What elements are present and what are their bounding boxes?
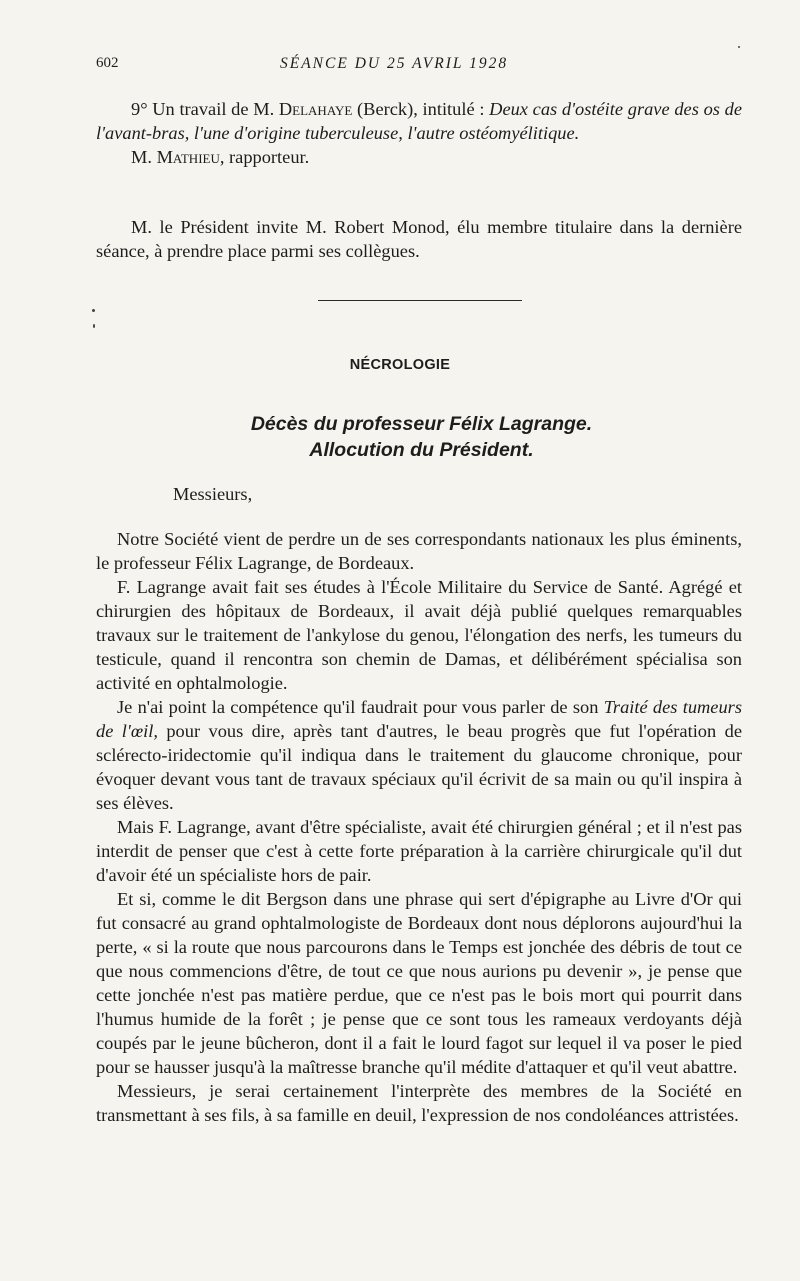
paragraph-5: Et si, comme le dit Bergson dans une phrase qui sert d'épigraphe au Livre d'Or qui fut consacré au grand ophtalmologiste de Bordeaux dont nous déplorons aujourd'hui la perte, « si la route que nous parcourons dans le Temps est jonchée des débris de tout ce que nous commencions d'être, de tout ce que nous aurions pu devenir », je pense que cette jonchée n'est pas matière perdue, que ce n'est pas le bois mort qui pourrit dans l'humus humide de la forêt ; je pense que ce sont tous les rameaux verdoyants déjà coupés par le jeune bûcheron, dont il a fait le lourd fagot sur lequel il va poser le pied pour se hausser jusqu'à la maîtresse branche qu'il médite d'attaquer et qu'il veut abattre. [96, 889, 742, 1077]
president-invite-block [96, 215, 742, 263]
paragraph-3 [96, 695, 742, 815]
item9-text-mid: (Berck), intitulé : [352, 99, 490, 119]
item9-paragraph [96, 97, 742, 145]
rapporteur-line [96, 145, 742, 169]
section-divider [318, 300, 522, 301]
agenda-item-9 [96, 97, 742, 169]
scan-speck [92, 309, 95, 312]
paragraph-3-after: pour vous dire, après tant d'autres, le beau progrès que fut l'opération de sclérecto-iridectomie qu'il indiqua dans le traitement du glaucome chronique, pour évoquer devant vous tant de travaux spéciaux qu'il écrivit de sa main ou qu'il inspira à ses élèves. [96, 721, 742, 813]
rapporteur-prefix: M. [131, 147, 157, 167]
scan-speck [93, 324, 95, 328]
book-title: Traité des tumeurs de l'œil, [96, 697, 742, 741]
page-header [96, 55, 740, 79]
item9-text-before: 9° Un travail de M. [131, 99, 279, 119]
eulogy-body [96, 527, 742, 1127]
paragraph-1: Notre Société vient de perdre un de ses correspondants nationaux les plus éminents, le professeur Félix Lagrange, de Bordeaux. [96, 529, 742, 573]
rapporteur-name: Mathieu [156, 147, 220, 167]
rapporteur-suffix: , rapporteur. [219, 147, 310, 167]
paragraph-3-before: Je n'ai point la compétence qu'il faudrait pour vous parler de son [117, 697, 604, 717]
salutation: Messieurs, [173, 484, 253, 504]
section-title: NÉCROLOGIE [349, 357, 451, 373]
running-head: SÉANCE DU 25 AVRIL 1928 [280, 55, 509, 72]
scan-speck [738, 46, 740, 48]
article-title-line-2: Allocution du Président. [309, 439, 534, 461]
item9-author: Delahaye [278, 99, 353, 119]
paragraph-4: Mais F. Lagrange, avant d'être spécialiste, avait été chirurgien général ; et il n'est pas interdit de penser que c'est à cette forte préparation à la carrière chirurgicale qu'il dut d'avoir été un spécialiste hors de pair. [96, 817, 742, 885]
president-invite-paragraph: M. le Président invite M. Robert Monod, élu membre titulaire dans la dernière séance, à prendre place parmi ses collègues. [96, 217, 742, 261]
paragraph-6: Messieurs, je serai certainement l'interprète des membres de la Société en transmettant à ses fils, à sa famille en deuil, l'expression de nos condoléances attristées. [96, 1081, 742, 1125]
article-title-line-1: Décès du professeur Félix Lagrange. [250, 413, 593, 435]
page-number: 602 [96, 55, 119, 71]
item9-work-title: Deux cas d'ostéite grave des os de l'avant-bras, l'une d'origine tuberculeuse, l'autre ostéomyélitique. [96, 99, 743, 143]
paragraph-2: F. Lagrange avait fait ses études à l'École Militaire du Service de Santé. Agrégé et chirurgien des hôpitaux de Bordeaux, il avait déjà publié quelques remarquables travaux sur le traitement de l'ankylose du genou, l'élongation des nerfs, les tumeurs du testicule, quand il rencontra son chemin de Damas, et délibérément spécialisa son activité en ophtalmologie. [96, 577, 742, 693]
